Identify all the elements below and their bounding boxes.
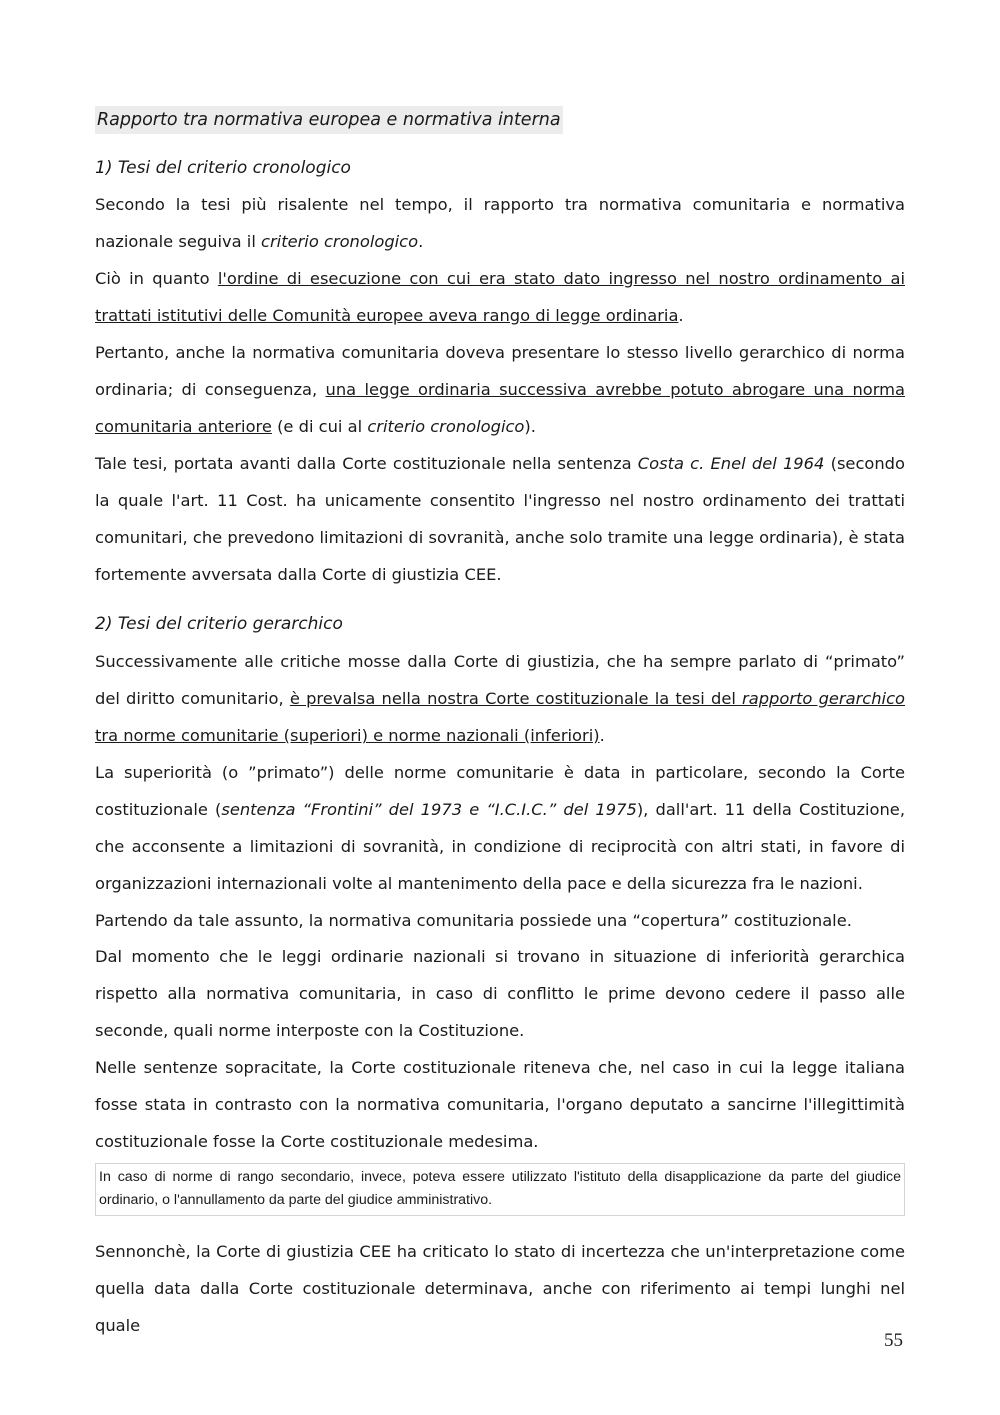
paragraph: Partendo da tale assunto, la normativa comunitaria possiede una “copertura” costituzionale. [95, 911, 852, 930]
paragraph: Tale tesi, portata avanti dalla Corte costituzionale nella sentenza Costa c. Enel del 1964 (secondo la quale l'art. 11 Cost. ha unicamente consentito l'ingresso nel nostro ordinamento dei trattati comunitari, che prevedono limitazioni di sovranità, anche solo tramite una legge ordinaria), è stata fortemente avversata dalla Corte di giustizia CEE. [95, 454, 905, 584]
paragraph: Nelle sentenze sopracitate, la Corte costituzionale riteneva che, nel caso in cui la legge italiana fosse stata in contrasto con la normativa comunitaria, l'organo deputato a sancirne l'illegittimità costituzionale fosse la Corte costituzionale medesima. [95, 1058, 905, 1151]
note-box: In caso di norme di rango secondario, invece, poteva essere utilizzato l'istituto della disapplicazione da parte del giudice ordinario, o l'annullamento da parte del giudice amministrativo. [95, 1163, 905, 1216]
paragraph: Secondo la tesi più risalente nel tempo, il rapporto tra normativa comunitaria e normativa nazionale seguiva il criterio cronologico. [95, 195, 905, 251]
paragraph: Ciò in quanto l'ordine di esecuzione con cui era stato dato ingresso nel nostro ordinamento ai trattati istitutivi delle Comunità europee aveva rango di legge ordinaria. [95, 269, 905, 325]
paragraph: Sennonchè, la Corte di giustizia CEE ha criticato lo stato di incertezza che un'interpretazione come quella data dalla Corte costituzionale determinava, anche con riferimento ai tempi lunghi nel quale [95, 1242, 905, 1335]
paragraph: Dal momento che le leggi ordinarie nazionali si trovano in situazione di inferiorità gerarchica rispetto alla normativa comunitaria, in caso di conflitto le prime devono cedere il passo alle seconde, quali norme interposte con la Costituzione. [95, 947, 905, 1040]
section-heading-gerarchico: 2) Tesi del criterio gerarchico [95, 614, 343, 634]
paragraph: Pertanto, anche la normativa comunitaria doveva presentare lo stesso livello gerarchico di norma ordinaria; di conseguenza, una legge ordinaria successiva avrebbe potuto abrogare una norma comunitaria anteriore (e di cui al criterio cronologico). [95, 343, 905, 436]
page-number: 55 [884, 1330, 903, 1351]
document-title: Rapporto tra normativa europea e normativa interna [95, 106, 563, 134]
paragraph: Successivamente alle critiche mosse dalla Corte di giustizia, che ha sempre parlato di “primato” del diritto comunitario, è prevalsa nella nostra Corte costituzionale la tesi del rapporto gerarchico tra norme comunitarie (superiori) e norme nazionali (inferiori). [95, 652, 905, 745]
paragraph: La superiorità (o ”primato”) delle norme comunitarie è data in particolare, secondo la Corte costituzionale (sentenza “Frontini” del 1973 e “I.C.I.C.” del 1975), dall'art. 11 della Costituzione, che acconsente a limitazioni di sovranità, in condizione di reciprocità con altri stati, in favore di organizzazioni internazionali volte al mantenimento della pace e della sicurezza fra le nazioni. [95, 763, 905, 893]
section-heading-cronologico: 1) Tesi del criterio cronologico [95, 158, 351, 178]
